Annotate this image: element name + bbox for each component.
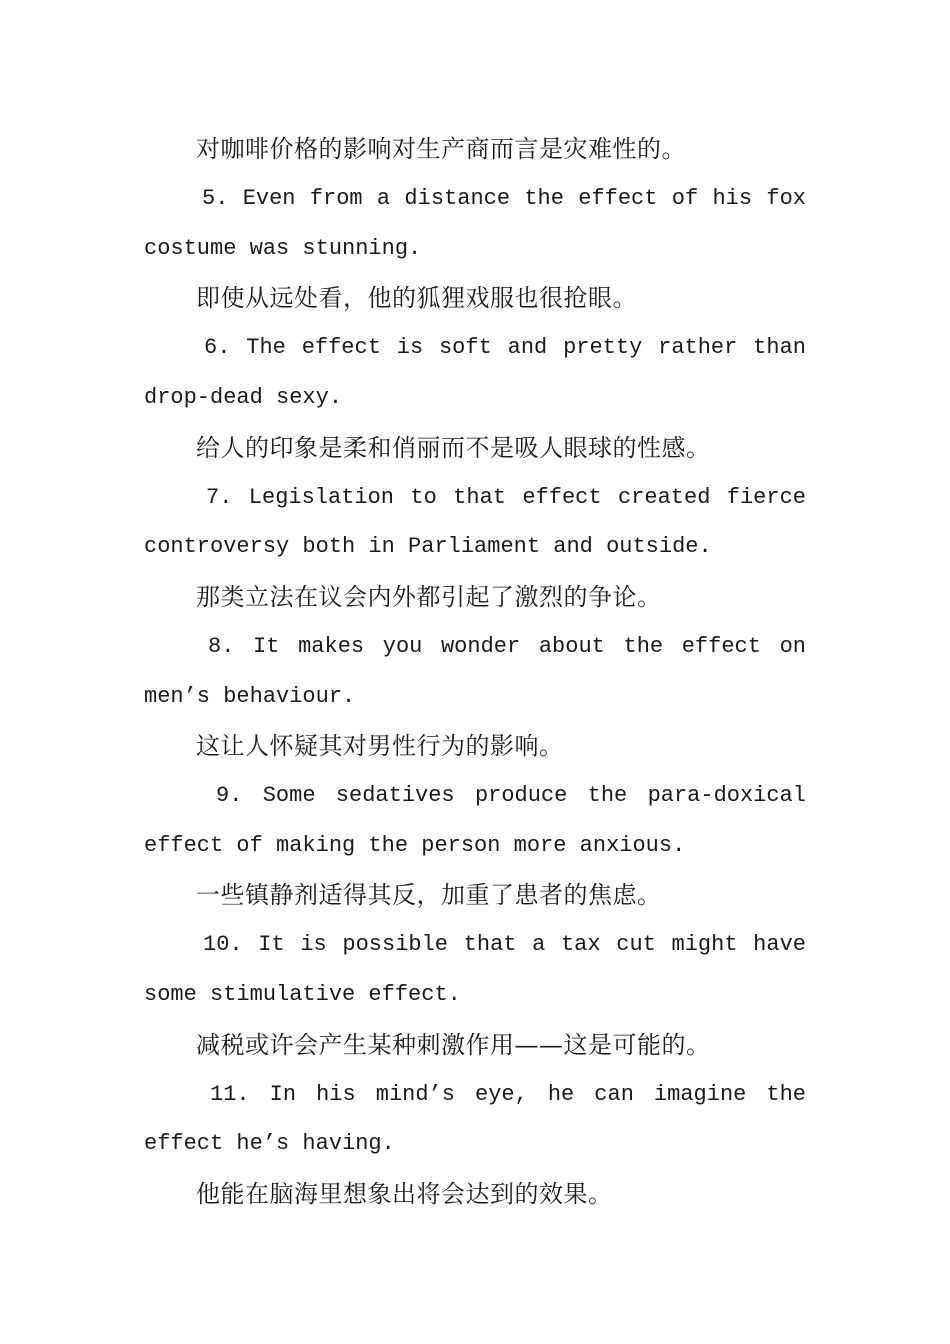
english-sentence-line2: controversy both in Parliament and outside. [144, 534, 712, 559]
chinese-translation: 对咖啡价格的影响对生产商而言是灾难性的。 [196, 135, 686, 163]
chinese-translation: 一些镇静剂适得其反，加重了患者的焦虑。 [196, 881, 662, 909]
english-sentence-line2: drop-dead sexy. [144, 385, 343, 410]
english-sentence-line1: 10. It is possible that a tax cut might have [203, 932, 806, 957]
english-sentence-line2: effect he’s having. [144, 1131, 395, 1156]
english-sentence-line2: costume was stunning. [144, 236, 422, 261]
chinese-translation: 给人的印象是柔和俏丽而不是吸人眼球的性感。 [196, 434, 711, 462]
english-sentence-line2: effect of making the person more anxious. [144, 833, 686, 858]
chinese-translation: 他能在脑海里想象出将会达到的效果。 [196, 1180, 613, 1208]
english-sentence-line1: 11. In his mind’s eye, he can imagine the [210, 1082, 806, 1107]
english-sentence-line1: 7. Legislation to that effect created fierce [206, 485, 806, 510]
chinese-translation: 这让人怀疑其对男性行为的影响。 [196, 732, 564, 760]
chinese-translation: 即使从远处看，他的狐狸戏服也很抢眼。 [196, 284, 637, 312]
english-sentence-line1: 8. It makes you wonder about the effect on [208, 634, 806, 659]
chinese-translation: 减税或许会产生某种刺激作用——这是可能的。 [196, 1031, 711, 1059]
english-sentence-line1: 9. Some sedatives produce the para-doxical [216, 783, 806, 808]
chinese-translation: 那类立法在议会内外都引起了激烈的争论。 [196, 583, 662, 611]
english-sentence-line1: 5. Even from a distance the effect of his fox [202, 186, 806, 211]
english-sentence-line2: men’s behaviour. [144, 684, 356, 709]
english-sentence-line2: some stimulative effect. [144, 982, 461, 1007]
english-sentence-line1: 6. The effect is soft and pretty rather than [204, 335, 806, 360]
